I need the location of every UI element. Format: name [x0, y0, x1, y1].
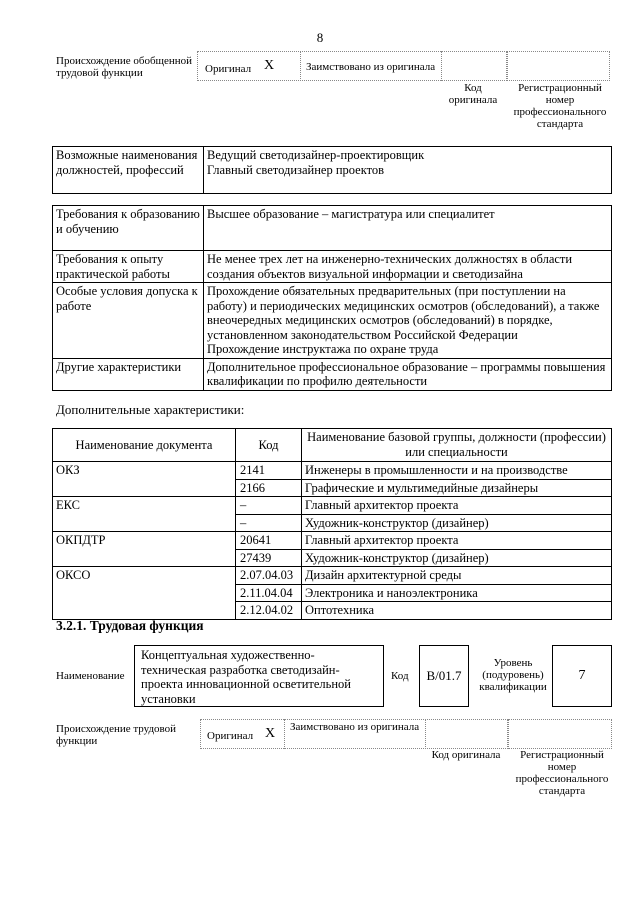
function-title: 3.2.1. Трудовая функция [56, 618, 204, 633]
req-value-cell [204, 283, 612, 359]
req-label: Особые условия допуска к работе [53, 283, 204, 359]
level-label: Уровень (подуровень) квалификации [479, 657, 547, 693]
req-label: Требования к образованию и обучению [53, 206, 204, 251]
row-name: Электроника и наноэлектроника [302, 584, 612, 602]
row-name: Инженеры в промышленности и на производстве [302, 462, 612, 480]
row-name: Главный архитектор проекта [302, 497, 612, 515]
additional-heading: Дополнительные характеристики: [56, 402, 245, 417]
original-label: Оригинал [207, 730, 254, 742]
borrowed-label: Заимствовано из оригинала [306, 61, 436, 73]
function-name: Концептуальная художественно-техническая разработка светодизайн-проекта инновационной осветительной установки [141, 648, 351, 706]
row-name: Графические и мультимедийные дизайнеры [302, 479, 612, 497]
divider [425, 719, 426, 749]
row-code: – [236, 497, 302, 515]
row-code: 2166 [236, 479, 302, 497]
function-name-label: Наименование [56, 670, 125, 682]
original-mark: X [264, 58, 275, 73]
doc-name: ОКПДТР [53, 532, 236, 567]
header-code: Код [236, 429, 302, 462]
row-code: 2.11.04.04 [236, 584, 302, 602]
reg-number-label: Регистрационный номер профессионального стандарта [513, 82, 607, 130]
doc-name: ОКСО [53, 567, 236, 620]
function-name-box [134, 645, 384, 707]
row-code: 20641 [236, 532, 302, 550]
position-item: Ведущий светодизайнер-проектировщик [207, 148, 425, 162]
row-code: 2.12.04.02 [236, 602, 302, 620]
origin-label: Происхождение обобщенной трудовой функции [56, 55, 193, 79]
code-original-label: Код оригинала [431, 749, 501, 761]
req-label: Другие характеристики [53, 358, 204, 390]
req-value: Прохождение инструктажа по охране труда [207, 342, 439, 356]
divider [441, 51, 442, 81]
borrowed-label: Заимствовано из оригинала [290, 721, 420, 733]
additional-table [52, 428, 612, 620]
row-code: – [236, 514, 302, 532]
divider [284, 719, 285, 749]
function-code: B/01.7 [426, 668, 462, 683]
row-name: Дизайн архитектурной среды [302, 567, 612, 585]
req-value: Прохождение обязательных предварительных (при поступлении на работу) и периодических медицинских осмотров (обследований), а также внеочередных медицинских осмотров (обследований) в порядке, установленном законодательством Российской Федерации [207, 284, 600, 342]
level-box [552, 645, 612, 707]
req-label: Требования к опыту практической работы [53, 251, 204, 283]
row-code: 2.07.04.03 [236, 567, 302, 585]
header-doc: Наименование документа [53, 429, 236, 462]
reg-number-label: Регистрационный номер профессионального стандарта [515, 749, 609, 797]
req-value: Дополнительное профессиональное образование – программы повышения квалификации по профилю деятельности [204, 358, 612, 390]
row-name: Оптотехника [302, 602, 612, 620]
positions-values [204, 147, 612, 194]
function-code-box [419, 645, 469, 707]
page-number: 8 [316, 30, 324, 45]
doc-name: ОКЗ [53, 462, 236, 497]
level-value: 7 [578, 668, 586, 683]
function-code-label: Код [391, 670, 409, 682]
positions-table [52, 146, 612, 194]
row-name: Художник-конструктор (дизайнер) [302, 514, 612, 532]
divider [300, 51, 301, 81]
original-label: Оригинал [205, 63, 252, 75]
req-value: Не менее трех лет на инженерно-технических должностях в области создания объектов визуальной информации и светодизайна [204, 251, 612, 283]
original-mark: X [265, 726, 276, 741]
doc-name: ЕКС [53, 497, 236, 532]
position-item: Главный светодизайнер проектов [207, 162, 385, 177]
code-original-label: Код оригинала [448, 82, 498, 106]
req-value: Высшее образование – магистратура или специалитет [204, 206, 612, 251]
requirements-table [52, 205, 612, 391]
row-code: 2141 [236, 462, 302, 480]
row-name: Главный архитектор проекта [302, 532, 612, 550]
positions-label: Возможные наименования должностей, профессий [53, 147, 204, 194]
header-name: Наименование базовой группы, должности (профессии) или специальности [302, 429, 612, 462]
reg-box [507, 51, 610, 81]
reg-box [508, 719, 612, 749]
row-code: 27439 [236, 549, 302, 567]
origin-label: Происхождение трудовой функции [56, 723, 177, 747]
row-name: Художник-конструктор (дизайнер) [302, 549, 612, 567]
